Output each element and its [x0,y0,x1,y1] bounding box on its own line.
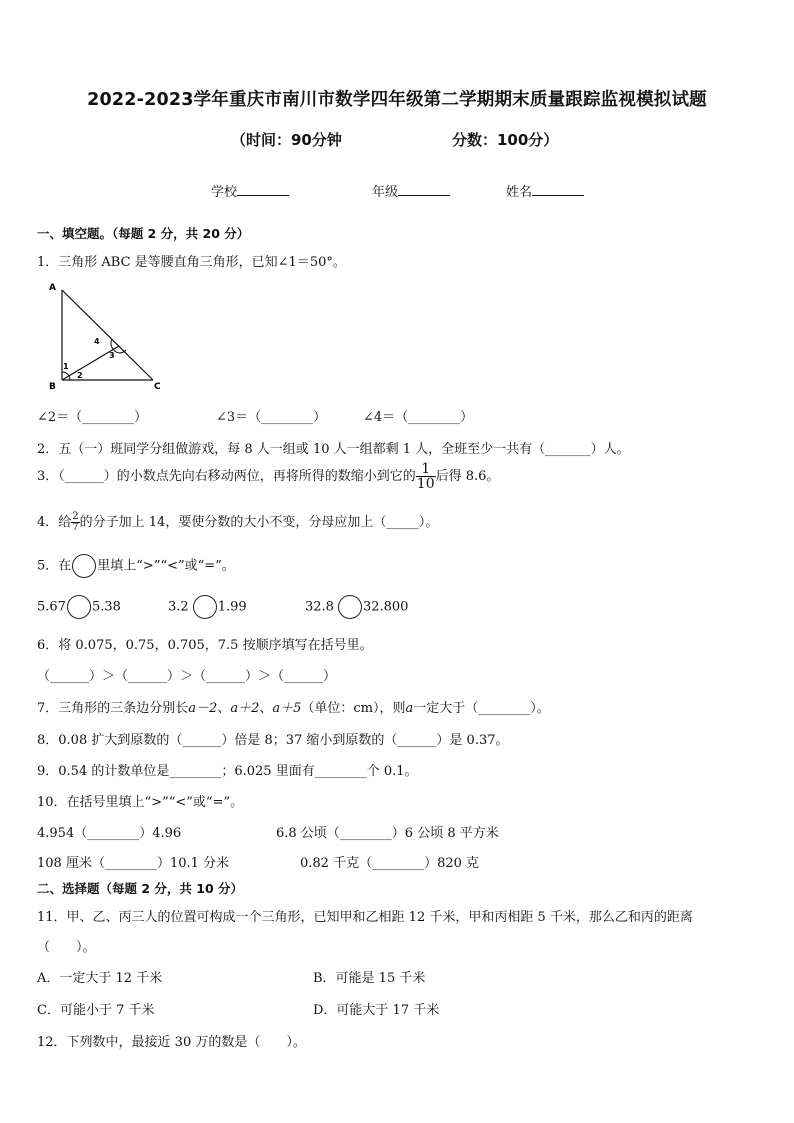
q3-text-pre: 3．（______）的小数点先向右移动两位，再将所得的数缩小到它的 [37,469,416,484]
q5-item-2-left: 3.2 [168,599,189,615]
q11-option-b: B．可能是 15 千米 [313,971,426,986]
grade-blank [398,183,450,196]
q4-fraction-numerator: 2 [72,511,79,522]
question-6: 6．将 0.075，0.75，0.705，7.5 按顺序填写在括号里。 [37,638,373,653]
q7-sep-2: 、 [259,701,273,716]
question-8: 8．0.08 扩大到原数的（______）倍是 8；37 缩小到原数的（______）是 0.37。 [37,733,509,748]
q5-item-2 [168,595,247,619]
q7-expr-3: a＋5 [272,701,302,716]
school-blank [237,183,289,196]
side-ac [62,290,153,380]
q7-expr-1: a－2 [188,701,218,716]
q4-text-post: 的分子加上 14，要使分数的大小不变，分母应加上（_____）。 [79,515,439,530]
q4-text-pre: 4．给 [37,515,72,530]
q5-item-3-circle-icon[interactable] [338,595,362,619]
q5-item-1-circle-icon[interactable] [67,595,91,619]
q10-item-4: 0.82 千克（________）820 克 [300,856,480,871]
q4-fraction-denominator: 7 [72,522,79,533]
vertex-a-label: A [49,283,56,293]
name-field [506,181,584,200]
angle-4-label: 4 [94,337,100,346]
question-3 [37,462,499,491]
question-11: 11．甲、乙、丙三人的位置可构成一个三角形，已知甲和乙相距 12 千米，甲和丙相距 5 千米，那么乙和丙的距离 [37,910,693,925]
triangle-figure [40,278,170,396]
q3-fraction [416,462,436,491]
exam-time: （时间：90分钟 [231,131,342,149]
q5-text-pre: 5．在 [37,558,72,574]
q11-option-d: D．可能大于 17 千米 [313,1003,440,1018]
q7-text-2: （单位：cm），则 [301,701,406,716]
question-2: 2．五（一）班同学分组做游戏，每 8 人一组或 10 人一组都剩 1 人，全班至少一共有（_______）人。 [37,442,630,457]
name-blank [532,183,584,196]
school-field [211,181,289,200]
q5-item-1 [37,595,121,619]
q1-answer-angle2: ∠2＝（________） [37,410,148,425]
q11-continuation: （ ）。 [37,940,96,955]
question-5 [37,554,235,578]
angle-1-arc [62,372,69,376]
q3-fraction-numerator: 1 [416,462,436,477]
name-label: 姓名 [506,185,533,200]
q7-variable: a [405,701,414,716]
q5-item-1-right: 5.38 [91,599,121,615]
angle-3-label: 3 [109,351,115,360]
grade-label: 年级 [372,185,399,200]
q1-answer-angle3: ∠3＝（________） [216,410,327,425]
angle-2-label: 2 [77,371,83,380]
q5-text-post: 里填上“>”“<”或“=”。 [97,558,235,574]
q4-fraction [71,512,79,533]
section-1-heading: 一、填空题。（每题 2 分，共 20 分） [37,226,250,241]
angle-2-arc [69,376,70,380]
q7-text-3: 一定大于（________）。 [413,701,550,716]
question-12: 12．下列数中，最接近 30 万的数是（ ）。 [37,1035,306,1050]
q5-item-3-left: 32.8 [305,599,334,615]
q5-item-2-right: 1.99 [217,599,247,615]
q7-sep-1: 、 [217,701,231,716]
question-7 [37,697,550,716]
q5-item-3-right: 32.800 [362,599,409,615]
question-1: 1．三角形 ABC 是等腰直角三角形，已知∠1＝50°。 [37,255,346,270]
section-2-heading: 二、选择题（每题 2 分，共 10 分） [37,881,244,896]
exam-title: 2022-2023学年重庆市南川市数学四年级第二学期期末质量跟踪监视模拟试题 [87,90,707,110]
vertex-c-label: C [154,382,161,392]
q11-option-c: C．可能小于 7 千米 [37,1003,155,1018]
q11-option-a: A．一定大于 12 千米 [37,971,163,986]
exam-score: 分数：100分） [452,131,559,149]
q6-answer-order: （______）＞（______）＞（______）＞（______） [37,669,337,684]
q1-answer-angle4: ∠4＝（________） [363,410,474,425]
q10-item-2: 6.8 公顷（________）6 公顷 8 平方米 [276,826,499,841]
angle-1-label: 1 [63,362,69,371]
q7-text-1: 7．三角形的三条边分别长 [37,701,189,716]
q5-circle-icon [72,554,96,578]
q3-text-post: 后得 8.6。 [435,469,500,484]
question-4 [37,512,438,533]
q3-fraction-denominator: 10 [416,476,435,492]
grade-field [372,181,450,200]
q10-item-1: 4.954（________）4.96 [37,826,182,841]
q5-item-1-left: 5.67 [37,599,66,615]
q5-item-3 [305,595,408,619]
question-9: 9．0.54 的计数单位是________；6.025 里面有________个 0.1。 [37,764,418,779]
q10-item-3: 108 厘米（________）10.1 分米 [37,856,230,871]
q5-item-2-circle-icon[interactable] [193,595,217,619]
q7-expr-2: a＋2 [230,701,260,716]
question-10: 10．在括号里填上“>”“<”或“=”。 [37,795,244,810]
school-label: 学校 [211,185,238,200]
vertex-b-label: B [49,382,56,392]
